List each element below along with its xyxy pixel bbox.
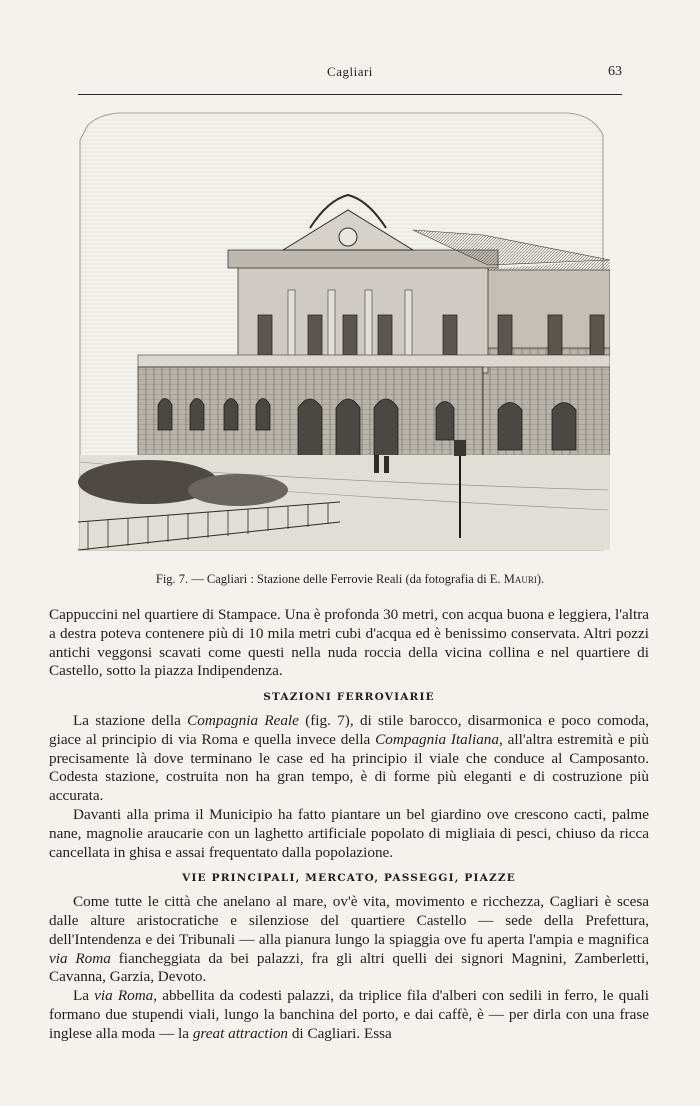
heading-vie: VIE PRINCIPALI, MERCATO, PASSEGGI, PIAZZE [182,872,516,885]
figure-caption [78,572,622,587]
paragraph-1: Cappuccini nel quartiere di Stampace. Una è profonda 30 metri, con acqua buona e leggiera, l'altra a destra poteva contenere più di 10 mila metri cubi d'acqua ed è benissimo conservata. Altri pozzi antichi veggonsi scavati come questi nella nuda roccia della vicina collina e nel quartiere di Castello, sotto la piazza Indipendenza. [49,606,649,680]
p5-italic-via-roma: via Roma [94,987,154,1005]
p4-italic-via-roma: via Roma [49,949,111,967]
p2-text-c: (fig. 7), di stile barocco, disarmonica e poco comoda, giace al principio di via Roma e quella invece della [49,711,649,748]
p2-text-a: La stazione della [73,711,188,729]
caption-text: Fig. 7. — Cagliari : Stazione delle Ferrovie Reali (da fotografia di E. [155,572,504,586]
p5-text-e: di Cagliari. Essa [288,1024,392,1042]
figure-illustration [78,110,610,555]
page-number: 63 [608,64,622,79]
body-text [49,606,649,1044]
p2-text-e: , all'altra estremità e più precisamente là dove terminano le case ed ha principio il viale che conduce al Camposanto. Codesta stazione, costruita non ha gran tempo, è di forme più eleganti e di costruzione più accurata. [49,730,649,805]
running-title: Cagliari [327,64,373,79]
header-rule [78,94,622,95]
paragraph-4 [49,893,649,987]
p5-text-c: , abbellita da codesti palazzi, da triplice fila d'alberi con sedili in ferro, le quali formano due stupendi viali, lungo la banchina del porto, e dai caffè, è — per dirla con una frase inglese alla moda — la [49,987,650,1042]
caption-end: ). [536,572,545,586]
p4-text-c: fiancheggiata da bei palazzi, fra gli altri quelli dei signori Magnini, Zamberletti, Cavanna, Garzia, Devoto. [49,949,649,986]
running-header [78,64,622,90]
paragraph-5 [49,987,649,1043]
p2-italic-compagnia-italiana: Compagnia Italiana [375,730,499,748]
p5-italic-great-attraction: great attraction [192,1024,289,1042]
railway-station-engraving-icon [78,110,610,555]
paragraph-3: Davanti alla prima il Municipio ha fatto piantare un bel giardino ove crescono cacti, palme nane, magnolie araucarie con un laghetto artificiale popolato di migliaia di pesci, chiuso da ricca cancellata in ghisa e assai frequentato dalla popolazione. [49,805,649,861]
p4-text-a: Come tutte le città che anelano al mare, ov'è vita, movimento e ricchezza, Cagliari è scesa dalle alture aristocratiche e silenziose del quartiere Castello — sede della Prefettura, dell'Intendenza e dei Tribunali — alla pianura lungo la spiaggia ove fu aperta l'ampia e magnifica [49,893,649,948]
p5-text-a: La [73,987,95,1005]
p2-italic-compagnia-reale: Compagnia Reale [187,711,299,729]
heading-stazioni: STAZIONI FERROVIARIE [263,691,435,704]
paragraph-2 [49,712,649,806]
caption-author: Mauri [503,572,537,586]
